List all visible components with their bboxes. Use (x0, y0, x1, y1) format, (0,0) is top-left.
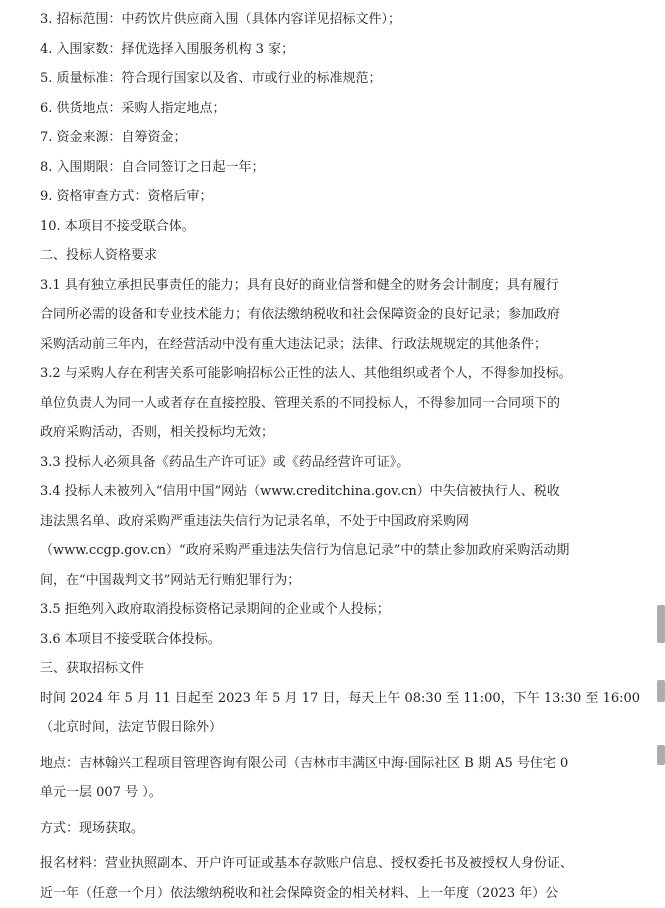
text-line-consortium: 10. 本项目不接受联合体。 (40, 212, 620, 242)
text-line-time-note: （北京时间，法定节假日除外） (40, 713, 620, 743)
text-line-3-5: 3.5 拒绝列入政府取消投标资格记录期间的企业或个人投标； (40, 595, 620, 625)
section-heading-qualification: 二、投标人资格要求 (40, 241, 620, 271)
text-line-quality: 5. 质量标准：符合现行国家以及省、市或行业的标准规范； (40, 64, 620, 94)
text-line-time: 时间 2024 年 5 月 11 日起至 2023 年 5 月 17 日，每天上午 08:30 至 11:00，下午 13:30 至 16:00 (40, 684, 620, 714)
text-line-3-1c: 采购活动前三年内，在经营活动中没有重大违法记录；法律、行政法规规定的其他条件； (40, 330, 620, 360)
text-line-3-1b: 合同所必需的设备和专业技术能力；有依法缴纳税收和社会保障资金的良好记录；参加政府 (40, 300, 620, 330)
text-line-3-2c: 政府采购活动，否则，相关投标均无效； (40, 418, 620, 448)
scan-edge-mark-top (657, 605, 665, 643)
text-line-3-2b: 单位负责人为同一人或者存在直接控股、管理关系的不同投标人，不得参加同一合同项下的 (40, 389, 620, 419)
text-line-materials-a: 报名材料：营业执照副本、开户许可证或基本存款账户信息、授权委托书及被授权人身份证、 (40, 849, 620, 879)
text-line-funding: 7. 资金来源：自筹资金； (40, 123, 620, 153)
text-line-3-4b: 违法黑名单、政府采购严重违法失信行为记录名单，不处于中国政府采购网 (40, 507, 620, 537)
text-line-scope: 3. 招标范围：中药饮片供应商入围（具体内容详见招标文件）； (40, 5, 620, 35)
text-line-count: 4. 入围家数：择优选择入围服务机构 3 家； (40, 35, 620, 65)
scan-edge-mark-middle (657, 680, 665, 702)
text-line-3-2a: 3.2 与采购人存在利害关系可能影响招标公正性的法人、其他组织或者个人，不得参加投标。 (40, 359, 620, 389)
text-line-materials-b: 近一年（任意一个月）依法缴纳税收和社会保障资金的相关材料、上一年度（2023 年）公 (40, 879, 620, 908)
text-line-address-b: 单元一层 007 号 ）。 (40, 778, 620, 808)
text-line-address-a: 地点：吉林翰兴工程项目管理咨询有限公司（吉林市丰满区中海·国际社区 B 期 A5 号住宅 0 (40, 749, 620, 779)
text-line-3-1a: 3.1 具有独立承担民事责任的能力；具有良好的商业信誉和健全的财务会计制度；具有履行 (40, 271, 620, 301)
text-line-3-4d: 间，在“中国裁判文书”网站无行贿犯罪行为； (40, 566, 620, 596)
text-line-review: 9. 资格审查方式：资格后审； (40, 182, 620, 212)
text-line-3-6: 3.6 本项目不接受联合体投标。 (40, 625, 620, 655)
text-line-period: 8. 入围期限：自合同签订之日起一年； (40, 153, 620, 183)
text-line-3-4a: 3.4 投标人未被列入“信用中国”网站（www.creditchina.gov.cn）中失信被执行人、税收 (40, 477, 620, 507)
text-line-3-3: 3.3 投标人必须具备《药品生产许可证》或《药品经营许可证》。 (40, 448, 620, 478)
text-line-method: 方式：现场获取。 (40, 814, 620, 844)
document-body (40, 5, 620, 908)
scan-edge-mark-bottom (657, 745, 665, 765)
text-line-location: 6. 供货地点：采购人指定地点； (40, 94, 620, 124)
text-line-3-4c: （www.ccgp.gov.cn）“政府采购严重违法失信行为信息记录”中的禁止参加政府采购活动期 (40, 536, 620, 566)
section-heading-obtain: 三、获取招标文件 (40, 654, 620, 684)
